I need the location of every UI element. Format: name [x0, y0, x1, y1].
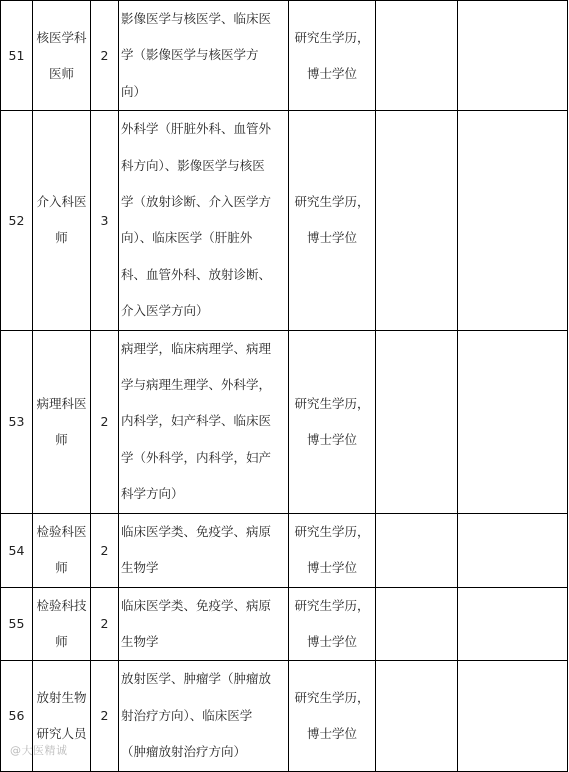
major-requirement-line: 科方向）、影像医学与核医: [121, 157, 265, 173]
row-number: 52: [1, 111, 33, 330]
empty-cell: [376, 111, 458, 330]
major-requirement-line: 外科学（肝脏外科、血管外: [121, 121, 272, 137]
post-name-line: 师: [55, 230, 68, 246]
education-requirement: [289, 330, 376, 513]
major-requirement-line: 射治疗方向）、临床医学: [121, 707, 253, 723]
empty-cell: [376, 1, 458, 111]
post-name-line: 研究人员: [36, 725, 87, 741]
major-requirement: [119, 111, 289, 330]
post-name-line: 师: [55, 560, 68, 576]
education-requirement: [289, 1, 376, 111]
education-requirement-line: 研究生学历，: [294, 29, 370, 45]
education-requirement-line: 博士学位: [306, 230, 357, 246]
major-requirement-line: 临床医学类、免疫学、病原: [121, 597, 272, 613]
education-requirement-line: 博士学位: [306, 560, 357, 576]
headcount: 2: [91, 587, 119, 661]
table-row: [1, 661, 568, 771]
empty-cell: [376, 513, 458, 587]
empty-cell: [458, 330, 568, 513]
post-name: [33, 587, 91, 661]
major-requirement-line: 学（影像医学与核医学方: [121, 47, 259, 63]
post-name: [33, 513, 91, 587]
empty-cell: [376, 587, 458, 661]
education-requirement-line: 博士学位: [306, 431, 357, 447]
major-requirement-line: 生物学: [121, 560, 159, 576]
major-requirement: [119, 330, 289, 513]
education-requirement: [289, 661, 376, 771]
major-requirement-line: 向）、临床医学（肝脏外: [121, 230, 253, 246]
headcount: 3: [91, 111, 119, 330]
headcount: 2: [91, 1, 119, 111]
empty-cell: [458, 513, 568, 587]
row-number: 56: [1, 661, 33, 771]
major-requirement-line: 学（外科学，内科学，妇产: [121, 449, 272, 465]
major-requirement: [119, 513, 289, 587]
empty-cell: [376, 661, 458, 771]
major-requirement-line: 科、血管外科、放射诊断、: [121, 266, 272, 282]
empty-cell: [458, 1, 568, 111]
major-requirement: [119, 661, 289, 771]
row-number: 51: [1, 1, 33, 111]
major-requirement-line: 向）: [121, 83, 147, 99]
post-name-line: 师: [55, 431, 68, 447]
education-requirement-line: 研究生学历，: [294, 194, 370, 210]
empty-cell: [458, 661, 568, 771]
headcount: 2: [91, 330, 119, 513]
education-requirement: [289, 513, 376, 587]
post-name-line: 放射生物: [36, 689, 87, 705]
table-row: [1, 513, 568, 587]
education-requirement-line: 研究生学历，: [294, 689, 370, 705]
major-requirement-line: 临床医学类、免疫学、病原: [121, 523, 272, 539]
major-requirement-line: 科学方向）: [121, 486, 184, 502]
post-name-line: 病理科医: [36, 395, 87, 411]
major-requirement-line: 学与病理生理学、外科学，: [121, 377, 272, 393]
major-requirement-line: 内科学，妇产科学、临床医: [121, 413, 272, 429]
post-name-line: 介入科医: [36, 194, 87, 210]
empty-cell: [458, 111, 568, 330]
row-number: 53: [1, 330, 33, 513]
major-requirement-line: 放射医学、肿瘤学（肿瘤放: [121, 671, 272, 687]
major-requirement: [119, 587, 289, 661]
watermark: @大医精诚: [10, 744, 68, 757]
post-name-line: 检验科医: [36, 524, 87, 540]
post-name-line: 医师: [48, 65, 74, 81]
empty-cell: [458, 587, 568, 661]
education-requirement: [289, 587, 376, 661]
headcount: 2: [91, 661, 119, 771]
major-requirement-line: 病理学，临床病理学、病理: [121, 340, 272, 356]
education-requirement-line: 博士学位: [306, 725, 357, 741]
major-requirement-line: 生物学: [121, 633, 159, 649]
post-name: [33, 1, 91, 111]
education-requirement: [289, 111, 376, 330]
row-number: 54: [1, 513, 33, 587]
major-requirement-line: 学（放射诊断、介入医学方: [121, 194, 272, 210]
table-row: [1, 111, 568, 330]
education-requirement-line: 研究生学历，: [294, 395, 370, 411]
major-requirement-line: 影像医学与核医学、临床医: [121, 11, 272, 26]
post-name-line: 师: [55, 633, 68, 649]
table-row: [1, 330, 568, 513]
headcount: 2: [91, 513, 119, 587]
post-name-line: 检验科技: [36, 597, 87, 613]
education-requirement-line: 博士学位: [306, 65, 357, 81]
post-name: [33, 330, 91, 513]
major-requirement: [119, 1, 289, 111]
empty-cell: [376, 330, 458, 513]
major-requirement-line: 介入医学方向）: [121, 303, 209, 319]
education-requirement-line: 研究生学历，: [294, 597, 370, 613]
education-requirement-line: 研究生学历，: [294, 524, 370, 540]
table-body: [1, 1, 568, 772]
row-number: 55: [1, 587, 33, 661]
post-name: [33, 111, 91, 330]
table-row: [1, 587, 568, 661]
major-requirement-line: （肿瘤放射治疗方向）: [121, 744, 247, 760]
post-name-line: 核医学科: [36, 29, 87, 45]
education-requirement-line: 博士学位: [306, 633, 357, 649]
table-row: [1, 1, 568, 111]
